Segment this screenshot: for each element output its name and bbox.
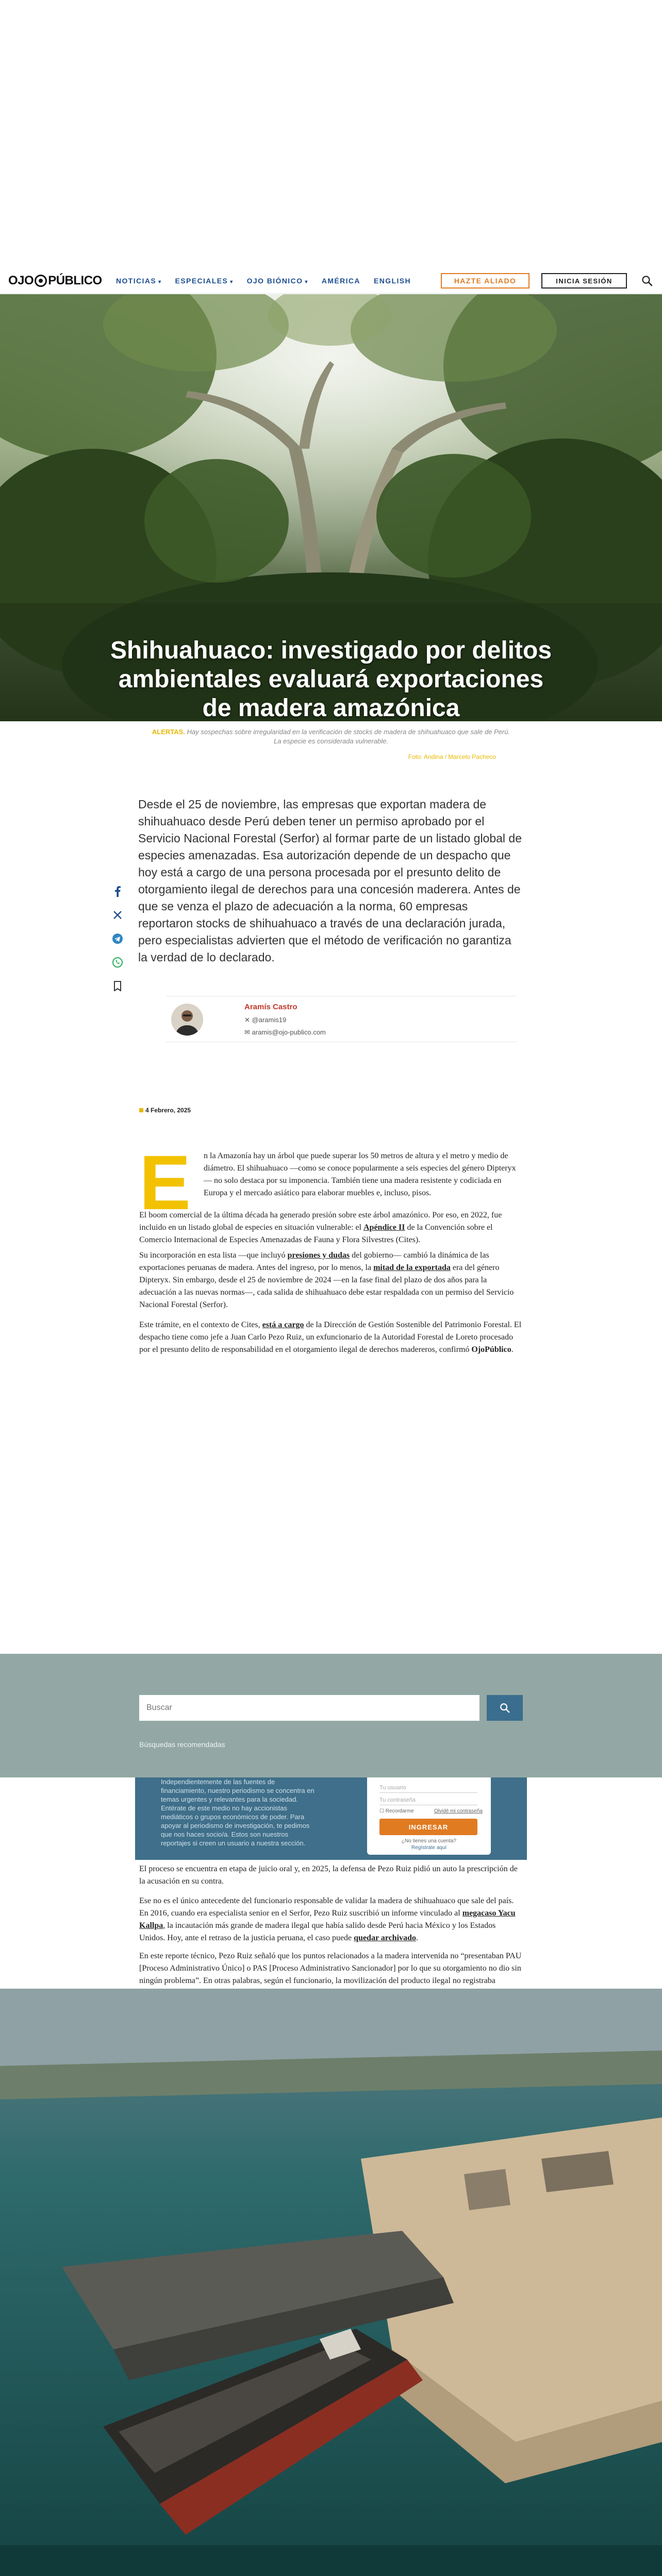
logo-right-text: PÚBLICO: [48, 274, 102, 287]
aerial-port-photo: [0, 1989, 662, 2576]
caption-tag: ALERTAS.: [152, 728, 185, 736]
x-twitter-icon: ✕: [244, 1016, 252, 1024]
facebook-icon[interactable]: [111, 885, 124, 897]
paragraph-5: El proceso se encuentra en etapa de juicio oral y, en 2025, la defensa de Pezo Ruiz pidió un auto la prescripción de la acusación en su contra.: [139, 1865, 518, 1886]
bookmark-icon[interactable]: [111, 980, 124, 992]
x-twitter-icon[interactable]: [111, 909, 124, 921]
date-marker: [139, 1108, 143, 1112]
paragraph-7: En este reporte técnico, Pezo Ruiz señaló que los puntos relacionados a la madera intervenida no “presentaban PAU [Proceso Administrativo Único] o PAS [Proceso Administrativo Sancionador] por lo que su otorgamiento no dio sin ningún problema”. En otras palabras, según el funcionario, la movilización del producto ilegal no registraba: [139, 1952, 522, 1985]
recommended-searches[interactable]: Búsquedas recomendadas: [139, 1740, 225, 1749]
login-card: [367, 1777, 491, 1855]
no-account-text: ¿No tienes una cuenta?: [401, 1838, 457, 1844]
hero-photo-credit: Foto: Andina / Marcelo Pacheco: [408, 753, 496, 760]
author-box: [166, 996, 517, 1042]
hero-caption: [150, 727, 512, 746]
share-bar: [111, 885, 125, 1004]
whatsapp-icon[interactable]: [111, 956, 124, 969]
paragraph-6: Ese no es el único antecedente del funcionario responsable de validar la madera de shihuahuaco que sale del país. En 2016, cuando era especialista senior en el Serfor, Pezo Ruiz suscribió un informe vinculado al megacaso Yacu Kallpa, la incautación más grande de madera ilegal que había salido desde Perú hacia México y los Estados Unidos. Hoy, ante el retraso de la justicia peruana, el caso puede quedar archivado.: [139, 1896, 516, 1942]
publish-date: 4 Febrero, 2025: [139, 1107, 191, 1114]
nav-link-ojo-bionico[interactable]: OJO BIÓNICO ▾: [246, 277, 308, 285]
telegram-icon[interactable]: [111, 933, 124, 945]
search-icon[interactable]: [641, 275, 653, 286]
password-field[interactable]: Tu contraseña: [379, 1797, 477, 1805]
search-icon: [500, 1703, 510, 1713]
author-avatar[interactable]: [171, 1004, 203, 1036]
chevron-down-icon: ▾: [230, 279, 234, 285]
promo-text: Independientemente de las fuentes de financiamiento, nuestro periodismo se concentra en temas urgentes y relevantes para la sociedad. Entérate de este medio no hay accionistas mediáticos o grupos económicos de poder. Para apoyar al periodismo de investigación, te pedimos que nos haces socio/a. Estos son nuestros reportajes si creen un usuario a nuestra sección.: [161, 1778, 315, 1847]
link-quedar-archivado[interactable]: quedar archivado: [354, 1934, 416, 1942]
link-mitad-exportada[interactable]: mitad de la exportada: [373, 1263, 451, 1272]
author-twitter[interactable]: ✕ @aramis19: [244, 1016, 287, 1024]
link-presiones-y-dudas[interactable]: presiones y dudas: [287, 1251, 350, 1260]
paragraph-1: n la Amazonía hay un árbol que puede superar los 50 metros de altura y el metro y medio de diámetro. El shihuahuaco —como se conoce popularmente a seis especies del género Dipteryx— no solo destaca por su imponencia. También tiene una madera resistente y codiciada en Europa y el mercado asiático para elaborar muebles e, incluso, pisos.: [204, 1151, 516, 1197]
article-lead: Desde el 25 de noviembre, las empresas que exportan madera de shihuahuaco desde Perú deben tener un permiso aprobado por el Servicio Nacional Forestal (Serfor) al formar parte de un listado global de especies amenazadas. Esa autorización depende de un despacho que hoy está a cargo de una persona procesada por el presunto delito de otorgamiento ilegal de derechos para una concesión maderera. Antes de que se venza el plazo de adecuación a la norma, 60 empresas reportaron stocks de shihuahuaco a través de una declaración jurada, pero especialistas advierten que el método de verificación no garantiza la verdad de lo declarado.: [138, 798, 522, 964]
top-navigation: [0, 268, 662, 294]
chevron-down-icon: ▾: [305, 279, 308, 285]
drop-cap: E: [139, 1139, 191, 1226]
remember-checkbox[interactable]: ☐ Recordarme: [379, 1808, 414, 1814]
login-button[interactable]: INICIA SESIÓN: [541, 273, 627, 289]
paragraph-2: El boom comercial de la última década ha generado presión sobre este árbol amazónico. Por eso, en 2022, fue incluido en un listado global de especies en situación vulnerable: el Apéndice II de la Convención sobre el Comercio Internacional de Especies Amenazadas de Fauna y Flora Silvestres (Cites).: [139, 1211, 502, 1244]
nav-link-english[interactable]: ENGLISH: [373, 277, 411, 285]
submit-login-button[interactable]: INGRESAR: [379, 1819, 477, 1835]
author-name[interactable]: Aramís Castro: [244, 1003, 297, 1011]
search-input[interactable]: [139, 1695, 479, 1721]
username-field[interactable]: Tu usuario: [379, 1785, 477, 1793]
link-apendice-ii[interactable]: Apéndice II: [363, 1223, 405, 1232]
search-button[interactable]: [487, 1695, 523, 1721]
site-logo[interactable]: [8, 274, 102, 288]
paragraph-3: Su incorporación en esta lista —que incluyó presiones y dudas del gobierno— cambió la dinámica de las exportaciones peruanas de madera. Antes del ingreso, por lo menos, la mitad de la exportada era del género Dipteryx. Sin embargo, desde el 25 de noviembre de 2024 —en la fase final del plazo de dos años para la adecuación a las nuevas normas—, cada salida de shihuahuaco debe estar respaldada con un permiso del Servicio Nacional Forestal (Serfor).: [139, 1251, 514, 1309]
nav-menu: [116, 268, 411, 294]
nav-link-america[interactable]: AMÉRICA: [321, 277, 360, 285]
link-yacu-kallpa[interactable]: megacaso Yacu Kallpa: [139, 1909, 516, 1930]
article-title: Shihuahuaco: investigado por delitos ambientales evaluará exportaciones de madera amazónica: [110, 637, 552, 722]
become-ally-button[interactable]: HAZTE ALIADO: [441, 273, 529, 289]
forgot-password-link[interactable]: Olvidé mi contraseña: [434, 1808, 483, 1814]
chevron-down-icon: ▾: [158, 279, 162, 285]
logo-eye-icon: [35, 275, 47, 287]
author-email[interactable]: ✉ aramis@ojo-publico.com: [244, 1028, 326, 1036]
membership-promo: [135, 1777, 527, 1860]
nav-link-especiales[interactable]: ESPECIALES ▾: [175, 277, 234, 285]
nav-link-noticias[interactable]: NOTICIAS ▾: [116, 277, 162, 285]
mail-icon: ✉: [244, 1028, 252, 1036]
link-esta-a-cargo[interactable]: está a cargo: [262, 1320, 304, 1329]
caption-text: Hay sospechas sobre irregularidad en la verificación de stocks de madera de shihuahuaco que sale de Perú. La especie es considerada vulnerable.: [187, 728, 510, 745]
register-link[interactable]: Regístrate aquí: [411, 1845, 447, 1851]
paragraph-4: Este trámite, en el contexto de Cites, está a cargo de la Dirección de Gestión Sostenible del Patrimonio Forestal. El despacho tiene como jefe a Juan Carlo Pezo Ruiz, un exfuncionario de la Autoridad Forestal de Loreto procesado por el presunto delito de responsabilidad en el otorgamiento ilegal de derechos madereros, confirmó OjoPúblico.: [139, 1320, 522, 1354]
cargo-ship-photo: [0, 1989, 662, 2576]
logo-left-text: OJO: [8, 274, 34, 287]
